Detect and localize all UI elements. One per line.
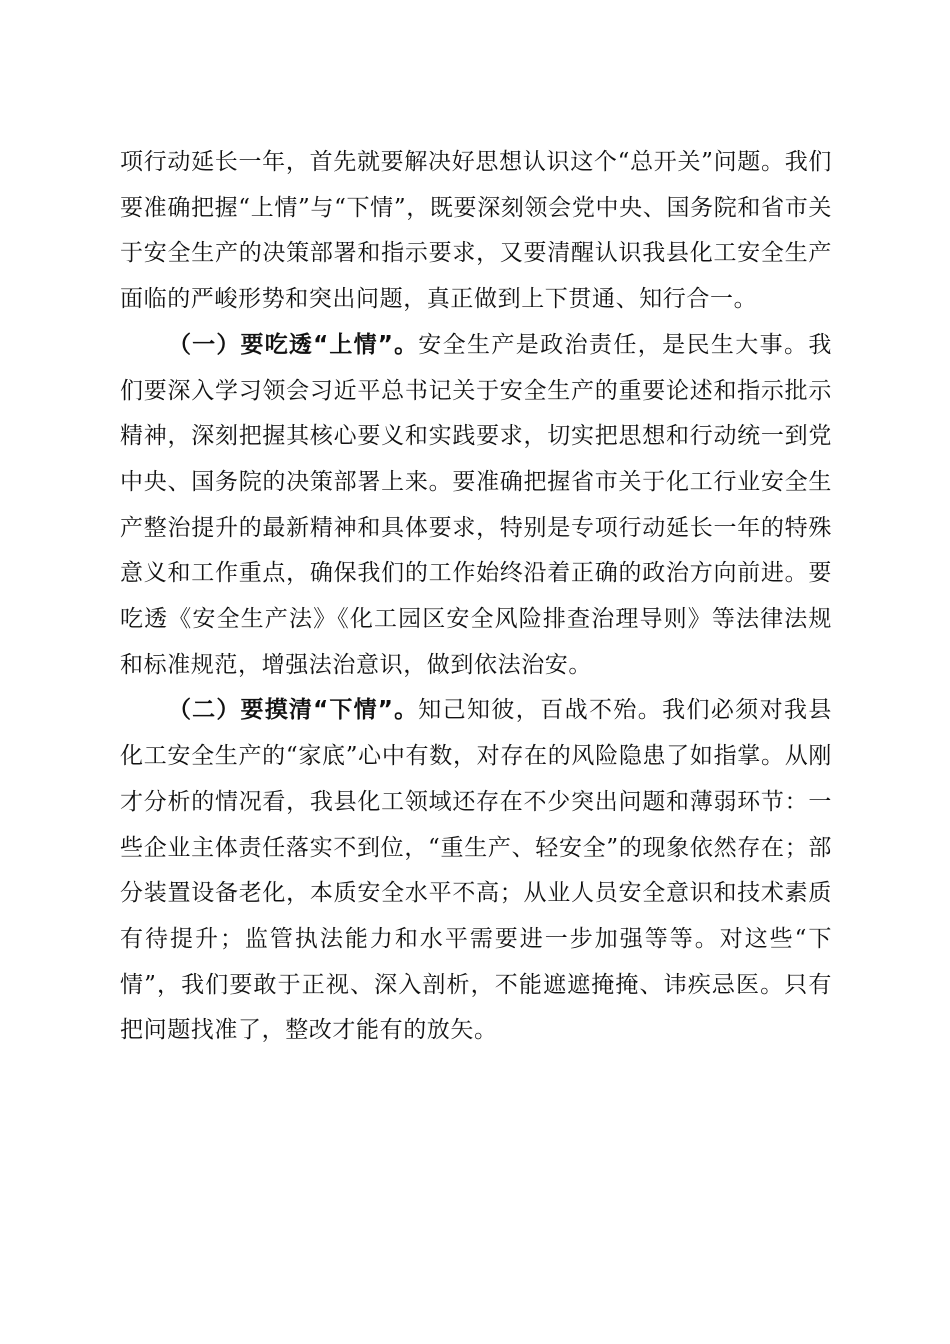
section-1-text: 安全生产是政治责任，是民生大事。我们要深入学习领会习近平总书记关于安全生产的重要论述和指示批示精神，深刻把握其核心要义和实践要求，切实把思想和行动统一到党中央、国务院的决策部署上来。要准确把握省市关于化工行业安全生产整治提升的最新精神和具体要求，特别是专项行动延长一年的特殊意义和工作重点，确保我们的工作始终沿着正确的政治方向前进。要吃透《安全生产法》《化工园区安全风险排查治理导则》等法律法规和标准规范，增强法治意识，做到依法治安。	[120, 331, 833, 678]
paragraph-section-1	[120, 323, 832, 689]
paragraph-intro-text: 项行动延长一年，首先就要解决好思想认识这个“总开关”问题。我们要准确把握“上情”与“下情”，既要深刻领会党中央、国务院和省市关于安全生产的决策部署和指示要求，又要清醒认识我县化工安全生产面临的严峻形势和突出问题，真正做到上下贯通、知行合一。	[120, 149, 832, 313]
section-1-heading: （一）要吃透“上情”。	[168, 331, 419, 358]
section-2-heading: （二）要摸清“下情”。	[168, 697, 419, 724]
body-text	[120, 140, 832, 1054]
paragraph-section-2	[120, 688, 832, 1054]
section-2-text: 知己知彼，百战不殆。我们必须对我县化工安全生产的“家底”心中有数，对存在的风险隐患了如指掌。从刚才分析的情况看，我县化工领域还存在不少突出问题和薄弱环节：一些企业主体责任落实不到位，“重生产、轻安全”的现象依然存在；部分装置设备老化，本质安全水平不高；从业人员安全意识和技术素质有待提升；监管执法能力和水平需要进一步加强等等。对这些“下情”，我们要敢于正视、深入剖析，不能遮遮掩掩、讳疾忌医。只有把问题找准了，整改才能有的放矢。	[120, 697, 833, 1044]
paragraph-intro	[120, 140, 832, 323]
